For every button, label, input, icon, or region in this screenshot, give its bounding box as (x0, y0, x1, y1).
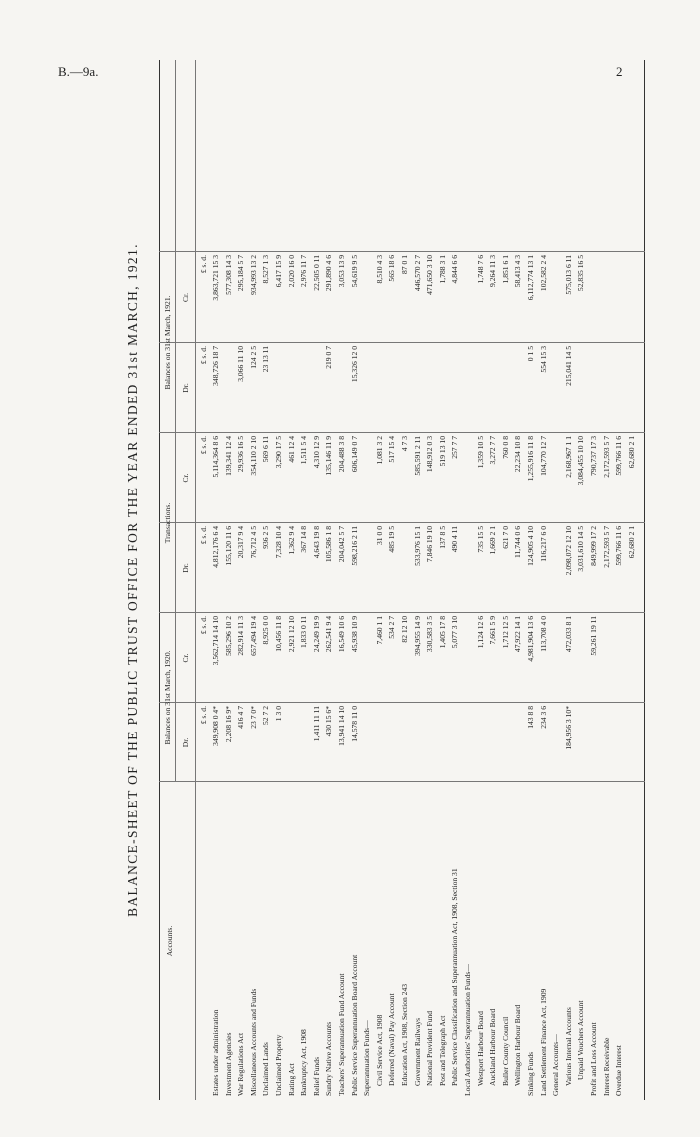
amount-cell: 2,020 16 0 (286, 255, 296, 288)
amount-cell: 9,264 11 3 (488, 255, 498, 287)
amount-cell: 2,208 16 9* (223, 706, 233, 743)
amount-cell: 394,955 14 9 (412, 616, 422, 656)
amount-cell: 52,835 16 5 (576, 255, 586, 292)
amount-cell: 22,505 0 11 (311, 255, 321, 291)
units-row (199, 60, 210, 1100)
amount-cell: 533,976 15 1 (412, 526, 422, 566)
table-row (312, 60, 323, 1100)
table-row (589, 60, 600, 1100)
table-row (249, 60, 260, 1100)
amount-cell: 62,680 2 1 (626, 436, 636, 469)
amount-cell: 15,326 12 0 (349, 346, 359, 383)
amount-cell: 262,541 9 4 (324, 616, 334, 653)
amount-cell: 349,908 0 4* (211, 706, 220, 746)
amount-cell: 934,993 13 2 (248, 255, 258, 295)
amount-cell: 534 2 7 (387, 616, 397, 639)
header-rule (175, 60, 176, 782)
account-label: Unpaid Vouchers Account (576, 1000, 586, 1080)
amount-cell: 1,405 17 8 (437, 616, 447, 649)
amount-cell: 22,234 10 8 (513, 436, 523, 473)
amount-cell: 82 12 10 (400, 616, 409, 643)
table-row (425, 60, 436, 1100)
amount-cell: 1,712 12 5 (500, 616, 510, 649)
amount-cell: 3,031,610 14 5 (576, 526, 586, 572)
account-label: Unclaimed Lands (261, 1042, 271, 1096)
amount-cell: 4 7 3 (400, 436, 409, 452)
amount-cell: 936 2 5 (261, 526, 271, 549)
amount-cell: 519 13 10 (437, 436, 447, 467)
table-row (450, 60, 461, 1100)
amount-cell: 219 0 7 (324, 346, 334, 369)
amount-cell: 490 4 11 (450, 526, 460, 553)
account-label: Relief Funds (311, 1056, 321, 1096)
amount-cell: 1,255,916 11 8 (526, 436, 535, 482)
amount-cell: 23 13 11 (261, 346, 271, 373)
amount-cell: 104,770 12 7 (538, 436, 548, 476)
amount-cell: 1,362 9 4 (286, 526, 296, 555)
amount-cell: 621 7 0 (500, 526, 510, 549)
amount-cell: 113,708 4 0 (538, 616, 548, 652)
amount-cell: 59,261 19 11 (589, 616, 598, 656)
cr-header: Cr. (181, 653, 190, 663)
table-row (261, 60, 272, 1100)
account-label: War Regulations Act (236, 1032, 246, 1096)
amount-cell: 354,110 2 10 (248, 436, 258, 476)
account-label: Buller County Council (500, 1016, 510, 1086)
amount-cell: 1,081 3 2 (374, 436, 384, 465)
amount-cell: 87 0 1 (400, 255, 409, 274)
account-label: Rating Act (286, 1063, 296, 1096)
amount-cell: 1,833 0 11 (299, 616, 309, 648)
amount-cell: 657,494 19 4 (248, 616, 258, 656)
account-label: Local Authorities' Superannuation Funds— (463, 964, 472, 1096)
units-label: £ s. d. (199, 255, 208, 274)
amount-cell: 135,146 11 9 (324, 436, 334, 476)
amount-cell: 585,591 2 11 (412, 436, 422, 476)
amount-cell: 6,112,774 13 1 (526, 255, 535, 301)
amount-cell: 137 8 5 (437, 526, 447, 549)
account-label: Sinking Funds (526, 1051, 535, 1096)
account-label: Teachers' Superannuation Fund Account (337, 973, 346, 1096)
units-label: £ s. d. (199, 346, 208, 365)
amount-cell: 416 4 7 (236, 706, 246, 729)
amount-cell: 430 15 6* (324, 706, 334, 737)
amount-cell: 554 15 3 (538, 346, 548, 373)
account-label: Interest Receivable (601, 1037, 611, 1096)
account-label: Civil Service Act, 1908 (374, 1014, 384, 1086)
account-label: Estates under administration (211, 1009, 220, 1096)
table-row (299, 60, 310, 1100)
accounts-header: Accounts. (165, 925, 174, 957)
amount-cell: 54,619 9 5 (349, 255, 359, 288)
table-row (387, 60, 398, 1100)
account-label: Sundry Native Accounts (324, 1021, 334, 1096)
amount-cell: 52 7 2 (261, 706, 271, 725)
amount-cell: 295,184 5 7 (236, 255, 246, 292)
header-rule (195, 60, 196, 1100)
table-row (551, 60, 562, 1100)
account-label: Unclaimed Property (274, 1034, 283, 1096)
account-label: Overdue Interest (614, 1045, 624, 1096)
amount-cell: 2,976 11 7 (299, 255, 309, 287)
table-row (501, 60, 512, 1100)
amount-cell: 735 15 5 (475, 526, 485, 553)
amount-cell: 517 15 4 (387, 436, 397, 463)
units-label: £ s. d. (199, 706, 208, 725)
amount-cell: 204,488 3 8 (337, 436, 346, 473)
amount-cell: 62,680 2 1 (626, 526, 636, 559)
table-row (513, 60, 524, 1100)
amount-cell: 330,583 3 5 (425, 616, 435, 653)
table-row (236, 60, 247, 1100)
amount-cell: 5,077 3 10 (450, 616, 460, 649)
amount-cell: 204,042 5 7 (337, 526, 346, 563)
account-label: Investment Agencies (223, 1032, 233, 1096)
amount-cell: 8,925 0 0 (261, 616, 271, 645)
table-row (576, 60, 587, 1100)
account-label: Superannuation Funds— (362, 1020, 372, 1096)
amount-cell: 3,053 13 9 (337, 255, 346, 288)
amount-cell: 7,661 5 9 (488, 616, 498, 645)
table-row (224, 60, 235, 1100)
amount-cell: 29,936 16 5 (236, 436, 246, 473)
amount-cell: 234 3 6 (538, 706, 548, 729)
table-row (413, 60, 424, 1100)
amount-cell: 3,290 17 5 (274, 436, 283, 469)
cr-header: Cr. (181, 473, 190, 483)
account-label: Profit and Loss Account (589, 1022, 598, 1096)
table-row (526, 60, 537, 1100)
account-label: Auckland Harbour Board (488, 1008, 498, 1086)
amount-cell: 569 6 11 (261, 436, 271, 463)
table-row (375, 60, 386, 1100)
table-row (362, 60, 373, 1100)
amount-cell: 11,744 0 6 (513, 526, 523, 558)
amount-cell: 8,510 4 3 (374, 255, 384, 284)
amount-cell: 4,844 6 6 (450, 255, 460, 284)
amount-cell: 446,570 2 7 (412, 255, 422, 292)
amount-cell: 1,124 12 6 (475, 616, 485, 649)
amount-cell: 461 12 4 (286, 436, 296, 463)
amount-cell: 124 2 5 (248, 346, 258, 369)
amount-cell: 139,341 12 4 (223, 436, 233, 476)
table-row (211, 60, 222, 1100)
amount-cell: 7,328 10 4 (274, 526, 283, 559)
amount-cell: 116,217 6 0 (538, 526, 548, 562)
account-label: General Accounts— (551, 1034, 561, 1096)
amount-cell: 4,310 12 9 (311, 436, 321, 469)
amount-cell: 3,084,455 10 10 (576, 436, 586, 486)
amount-cell: 47,922 14 1 (513, 616, 523, 653)
dr-header: Dr. (181, 383, 190, 393)
amount-cell: 4,812,176 6 4 (211, 526, 220, 568)
amount-cell: 291,890 4 6 (324, 255, 334, 292)
account-label: Post and Telegraph Act (437, 1015, 447, 1086)
amount-cell: 471,650 3 10 (425, 255, 435, 295)
amount-cell: 3,562,714 14 10 (211, 616, 220, 666)
dr-header: Dr. (181, 737, 190, 748)
table-row (476, 60, 487, 1100)
table-row (274, 60, 285, 1100)
amount-cell: 10,456 11 8 (274, 616, 283, 652)
amount-cell: 849,999 17 2 (589, 526, 598, 566)
amount-cell: 124,905 4 10 (526, 526, 535, 566)
account-label: Wellington Harbour Board (513, 1004, 523, 1086)
table-row (438, 60, 449, 1100)
amount-cell: 102,582 2 4 (538, 255, 548, 292)
units-label: £ s. d. (199, 436, 208, 455)
cr-header: Cr. (181, 292, 190, 303)
amount-cell: 23 7 0* (248, 706, 258, 729)
table-row (350, 60, 361, 1100)
amount-cell: 472,033 8 1 (563, 616, 573, 653)
amount-cell: 3,066 11 10 (236, 346, 246, 382)
account-label: Public Service Classification and Superannuation Act, 1908, Section 31 (450, 868, 460, 1086)
amount-cell: 2,172,593 5 7 (601, 526, 611, 568)
amount-cell: 45,938 10 9 (349, 616, 359, 653)
amount-cell: 3,863,721 15 3 (211, 255, 220, 301)
amount-cell: 7,846 19 10 (425, 526, 435, 563)
amount-cell: 1,359 10 5 (475, 436, 485, 469)
table-row (602, 60, 613, 1100)
table-row (488, 60, 499, 1100)
dr-header: Dr. (181, 563, 190, 573)
amount-cell: 1,788 3 1 (437, 255, 447, 284)
amount-cell: 155,120 11 6 (223, 526, 233, 566)
amount-cell: 6,417 15 9 (274, 255, 283, 288)
amount-cell: 2,172,593 5 7 (601, 436, 611, 478)
amount-cell: 585,296 10 2 (223, 616, 233, 656)
amount-cell: 1,511 5 4 (299, 436, 309, 465)
amount-cell: 58,413 4 3 (513, 255, 523, 288)
amount-cell: 76,712 4 5 (248, 526, 258, 559)
amount-cell: 105,586 1 8 (324, 526, 334, 563)
amount-cell: 4,981,904 13 6 (526, 616, 535, 662)
amount-cell: 1,851 6 1 (500, 255, 510, 284)
units-label: £ s. d. (199, 616, 208, 635)
amount-cell: 1 3 0 (274, 706, 283, 722)
amount-cell: 485 19 5 (387, 526, 397, 553)
balances-1920-header: Balances on 31st March, 1920. (163, 650, 172, 745)
amount-cell: 143 8 8 (526, 706, 535, 729)
page-number: 2 (616, 64, 623, 79)
amount-cell: 760 0 8 (500, 436, 510, 459)
account-label: Deferred (Naval) Pay Account (387, 993, 397, 1086)
account-label: Miscellaneous Accounts and Funds (248, 988, 258, 1096)
balances-1921-header: Balances on 31st March, 1921. (163, 295, 172, 390)
balance-sheet (125, 60, 655, 1100)
account-label: Westport Harbour Board (475, 1011, 485, 1086)
table-row (400, 60, 411, 1100)
units-label: £ s. d. (199, 526, 208, 545)
amount-cell: 1,411 11 11 (311, 706, 321, 742)
amount-cell: 599,766 11 6 (614, 526, 624, 566)
amount-cell: 575,013 6 11 (563, 255, 573, 295)
amount-cell: 16,549 10 6 (337, 616, 346, 653)
amount-cell: 1,748 7 6 (475, 255, 485, 284)
document-reference: B.—9a. (58, 64, 99, 79)
account-label: National Provident Fund (425, 1010, 435, 1086)
amount-cell: 3,272 7 7 (488, 436, 498, 465)
amount-cell: 2,921 12 10 (286, 616, 296, 653)
amount-cell: 8,527 1 3 (261, 255, 271, 284)
amount-cell: 2,098,072 12 10 (563, 526, 573, 576)
amount-cell: 215,041 14 5 (563, 346, 573, 386)
amount-cell: 24,249 19 9 (311, 616, 321, 653)
amount-cell: 14,578 11 0 (349, 706, 359, 742)
account-label: Education Act, 1908, Section 243 (400, 983, 409, 1086)
account-label: Various Internal Accounts (563, 1007, 573, 1086)
table-row (539, 60, 550, 1100)
amount-cell: 7,460 1 1 (374, 616, 384, 645)
amount-cell: 5,114,364 8 6 (211, 436, 220, 478)
amount-cell: 282,914 11 3 (236, 616, 246, 656)
amount-cell: 20,317 9 4 (236, 526, 246, 559)
amount-cell: 0 1 5 (526, 346, 535, 362)
account-label: Land Settlement Finance Act, 1909 (538, 988, 548, 1096)
sheet-title: BALANCE-SHEET OF THE PUBLIC TRUST OFFICE FOR THE YEAR ENDED 31st MARCH, 1921. (125, 243, 140, 917)
amount-cell: 257 7 7 (450, 436, 460, 459)
amount-cell: 598,216 2 11 (349, 526, 359, 566)
amount-cell: 2,168,967 1 1 (563, 436, 573, 478)
amount-cell: 1,669 2 1 (488, 526, 498, 555)
table-row (287, 60, 298, 1100)
table-row (463, 60, 474, 1100)
amount-cell: 13,941 14 10 (337, 706, 346, 746)
amount-cell: 790,737 17 3 (589, 436, 598, 476)
account-label: Bankruptcy Act, 1908 (299, 1029, 309, 1096)
transactions-header: Transactions. (163, 502, 172, 544)
amount-cell: 148,912 0 3 (425, 436, 435, 473)
amount-cell: 4,643 19 8 (311, 526, 321, 559)
amount-cell: 31 0 0 (374, 526, 384, 545)
amount-cell: 599,766 11 6 (614, 436, 624, 476)
amount-cell: 367 14 8 (299, 526, 309, 553)
amount-cell: 606,149 0 7 (349, 436, 359, 473)
table-row (614, 60, 625, 1100)
amount-cell: 565 18 6 (387, 255, 397, 282)
amount-cell: 577,308 14 3 (223, 255, 233, 295)
table-row (627, 60, 638, 1100)
amount-cell: 184,956 3 10* (563, 706, 573, 750)
table-row (324, 60, 335, 1100)
table-row (564, 60, 575, 1100)
account-label: Government Railways (412, 1017, 422, 1086)
amount-cell: 348,726 18 7 (211, 346, 220, 386)
account-label: Public Service Superannuation Board Account (349, 954, 359, 1096)
table-row (337, 60, 348, 1100)
